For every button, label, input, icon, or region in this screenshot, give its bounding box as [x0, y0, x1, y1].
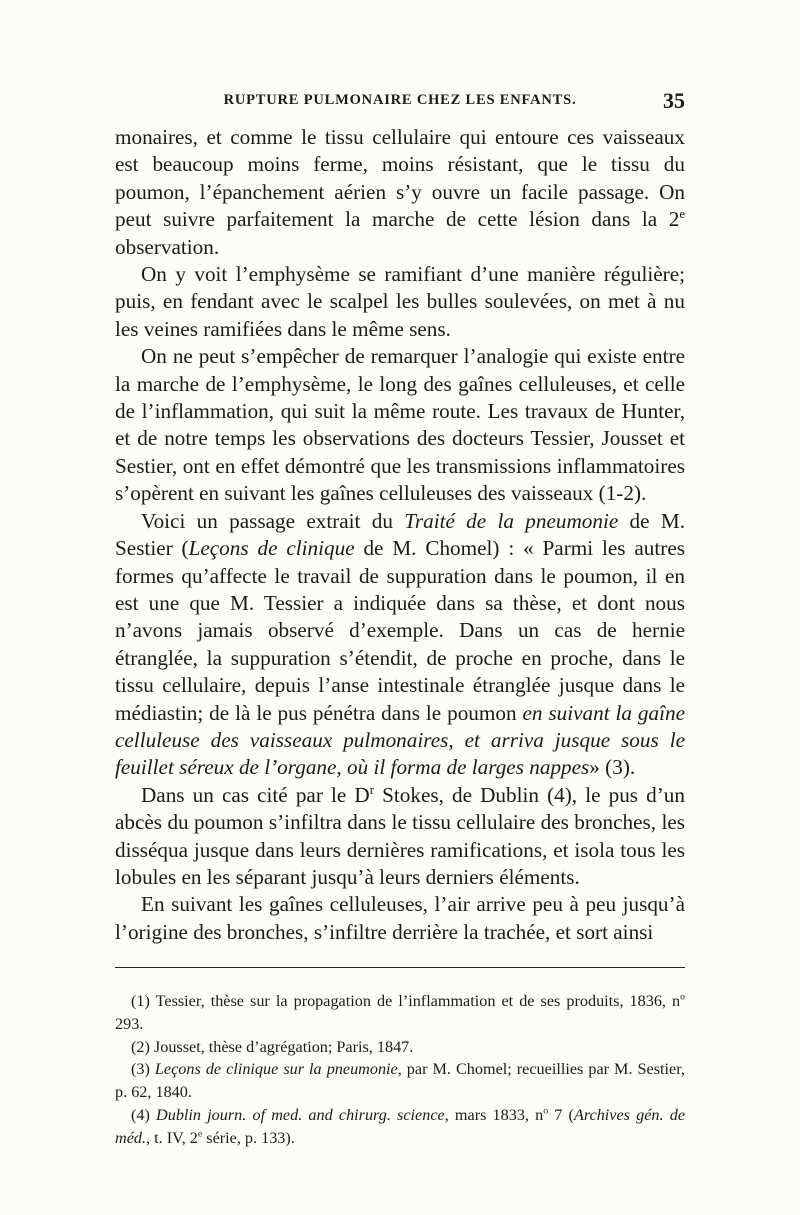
- footnote-text: , mars 1833, n: [444, 1105, 544, 1124]
- paragraph-text: monaires, et comme le tissu cellulaire qui entoure ces vaisseaux est beaucoup moins ferme, moins résistant, que le tissu du poumon, l’épanchement aérien s’y ouvre un facile passage. On peut suivre parfaitement la marche de cette lésion dans la 2: [115, 125, 685, 232]
- footnote-text: 7 (: [548, 1105, 574, 1124]
- footnote-3: [115, 1058, 685, 1104]
- journal-title: Dublin journ. of med. and chirurg. science: [156, 1105, 445, 1124]
- paragraph-text: Voici un passage extrait du: [141, 508, 405, 533]
- book-title: Leçons de clinique: [188, 536, 355, 561]
- paragraph-5: [115, 782, 685, 892]
- footnote-rule: [115, 967, 685, 968]
- superscript: e: [197, 1128, 203, 1140]
- footnote-4: [115, 1104, 685, 1150]
- paragraph-text: de M. Chomel) : « Parmi les autres formes qu’affecte le travail de suppuration dans le poumon, il en est une que M. Tessier a indiquée dans sa thèse, et dont nous n’avons jamais observé d’exemple. Dans un cas de hernie étranglée, la suppuration s’étendit, de proche en proche, dans le tissu cellulaire, depuis l’anse intestinale étranglée jusque dans le médiastin; de là le pus pénétra dans le poumon: [115, 536, 685, 725]
- footnote-text: (3): [131, 1060, 155, 1079]
- footnote-text: série, p. 133).: [202, 1128, 295, 1147]
- paragraph-4: [115, 508, 685, 782]
- footnote-1: [115, 990, 685, 1036]
- paragraph-6: En suivant les gaînes celluleuses, l’air arrive peu à peu jusqu’à l’origine des bronches, s’infiltre derrière la trachée, et sort ainsi: [115, 892, 685, 944]
- paragraph-text: » (3).: [589, 755, 636, 780]
- emphasized-quote: en suivant la gaîne celluleuse des vaisseaux pulmonaires, et arriva jusque sous le feuillet séreux de l’organe, où il forma de larges nappes: [115, 700, 685, 780]
- footnote-text: (1) Tessier, thèse sur la propagation de l’inflammation et de ses produits, 1836, n: [131, 992, 681, 1010]
- superscript: o: [680, 991, 685, 1003]
- book-title: Traité de la pneumonie: [404, 508, 619, 533]
- journal-title: Archives gén. de méd.: [115, 1105, 686, 1147]
- page-header: [115, 88, 685, 118]
- paragraph-1: [115, 124, 685, 261]
- paragraph-3: On ne peut s’empêcher de remarquer l’analogie qui existe entre la marche de l’emphysème, le long des gaînes celluleuses, et celle de l’inflammation, qui suit la même route. Les travaux de Hunter, et de notre temps les observations des docteurs Tessier, Jousset et Sestier, ont en effet démontré que les transmissions inflammatoires s’opèrent en suivant les gaînes celluleuses des vaisseaux (1-2).: [115, 344, 685, 506]
- footnote-2: (2) Jousset, thèse d’agrégation; Paris, 1847.: [131, 1037, 414, 1056]
- running-head: RUPTURE PULMONAIRE CHEZ LES ENFANTS.: [223, 92, 577, 108]
- footnote-text: , par M. Chomel; recueillies par M. Sestier, p. 62, 1840.: [115, 1060, 685, 1102]
- paragraph-text: de M. Sestier (: [115, 508, 685, 561]
- footnotes: [115, 990, 685, 1150]
- superscript: e: [679, 207, 685, 222]
- paragraph-2: On y voit l’emphysème se ramifiant d’une manière régulière; puis, en fendant avec le scalpel les bulles soulevées, on met à nu les veines ramifiées dans le même sens.: [115, 262, 685, 341]
- superscript: r: [369, 782, 374, 797]
- paragraph-text: observation.: [115, 234, 220, 259]
- superscript: o: [543, 1105, 549, 1117]
- book-title: Leçons de clinique sur la pneumonie: [154, 1060, 398, 1079]
- paragraph-text: Stokes, de Dublin (4), le pus d’un abcès du poumon s’infiltra dans le tissu cellulaire des bronches, les disséqua jusque dans leurs dernières ramifications, et isola tous les lobules en les séparant jusqu’à leurs derniers éléments.: [115, 782, 685, 889]
- footnote-text: 293.: [115, 1014, 144, 1033]
- body-text: [115, 124, 685, 946]
- footnote-text: , t. IV, 2: [146, 1128, 198, 1147]
- page-number: 35: [663, 88, 685, 113]
- footnote-text: (4): [131, 1105, 157, 1124]
- paragraph-text: Dans un cas cité par le D: [141, 782, 370, 807]
